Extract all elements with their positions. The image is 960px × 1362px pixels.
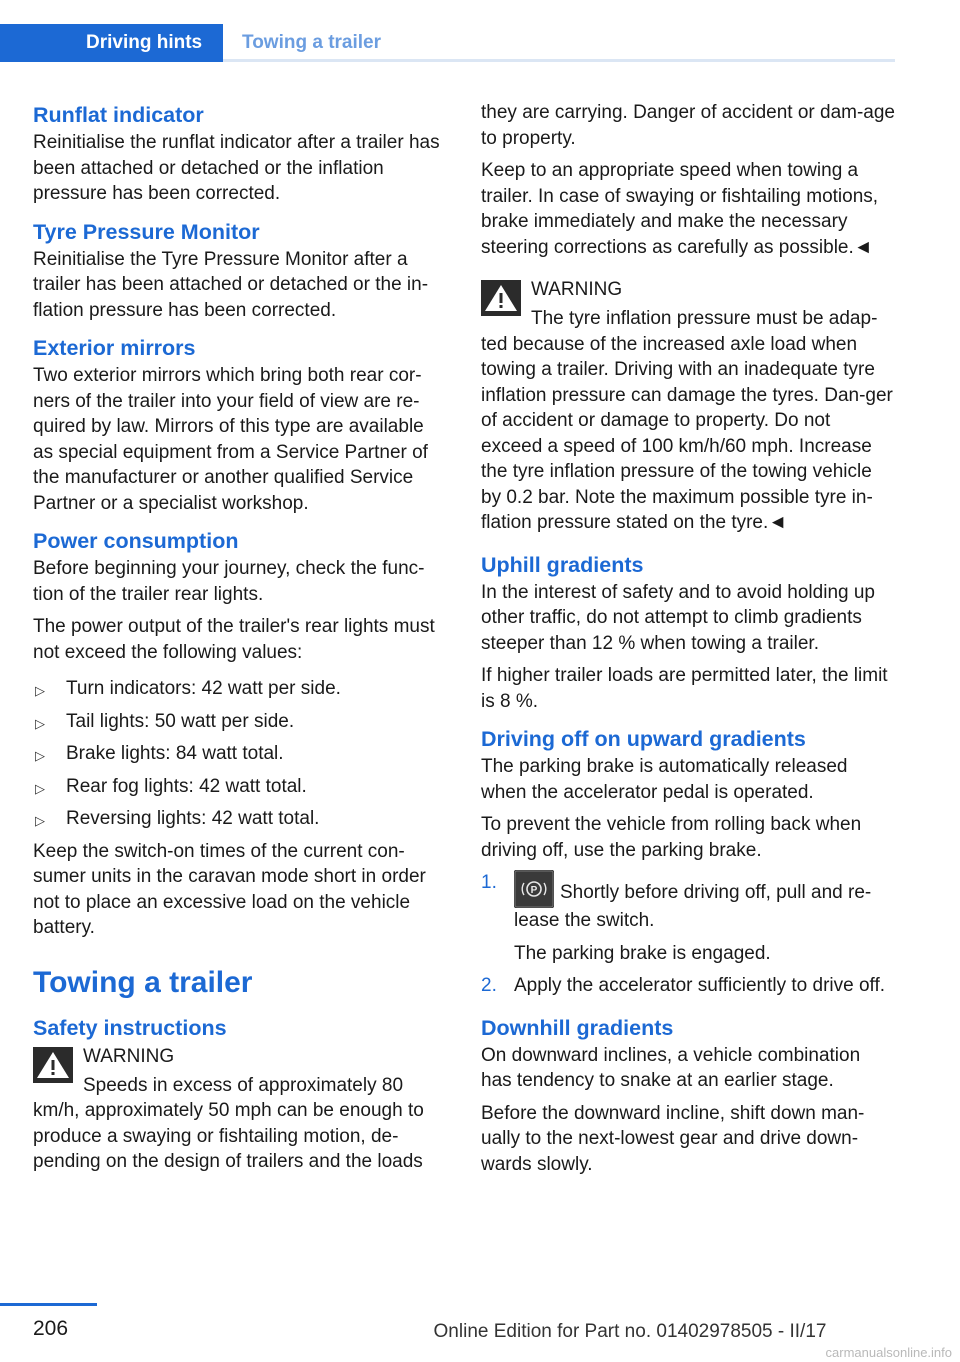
warning-triangle-icon [33,1047,73,1083]
downhill-heading: Downhill gradients [481,1015,674,1040]
tpm-heading: Tyre Pressure Monitor [33,219,260,244]
edition-text: Online Edition for Part no. 01402978505 - II/17 [433,1321,827,1342]
list-item [33,802,448,835]
list-item [33,672,448,705]
downhill-gear-text: Before the downward incline, shift down man‐ually to the next-lowest gear and drive down‐wards slowly. [481,1102,865,1175]
power-battery-text: Keep the switch-on times of the current con‐sumer units in the caravan mode short in order not to place an excessive load on the vehicle battery. [33,840,426,938]
power-heading: Power consumption [33,529,239,553]
towing-title: Towing a trailer [33,965,253,999]
list-item-text: Brake lights: 84 watt total. [66,743,284,764]
footer-rule [0,1303,97,1306]
left-column [33,100,448,1182]
power-limit-text: The power output of the trailer's rear lights must not exceed the following values: [33,616,435,663]
warning-label: WARNING [83,1045,175,1067]
mirrors-text: Two exterior mirrors which bring both rear cor‐ners of the trailer into your field of view are re‐quired by law. Mirrors of this type are available as special equipment from a Service Partner of the manufacturer or another qualified Service Partner or a specialist workshop. [33,365,428,514]
page-number: 206 [33,1317,69,1340]
mirrors-heading: Exterior mirrors [33,336,196,360]
speed-advice-text: Keep to an appropriate speed when towing a trailer. In case of swaying or fishtailing motions, brake immediately and make the necessary steering corrections as carefully as possible.◄ [481,160,879,258]
list-item [33,770,448,803]
triangle-bullet-icon: ▷ [35,813,45,828]
step-text: Shortly before driving off, pull and re‐lease the switch. [514,882,872,931]
runflat-heading: Runflat indicator [33,103,204,127]
warning-label: WARNING [531,279,623,300]
driving-off-parking-text: To prevent the vehicle from rolling back when driving off, use the parking brake. [481,814,862,861]
list-item-text: Rear fog lights: 42 watt total. [66,775,307,797]
tyre-warning-block [481,276,896,536]
triangle-bullet-icon: ▷ [35,748,45,763]
runflat-text: Reinitialise the runflat indicator after a trailer has been attached or detached or the inflation pressure has been corrected. [33,132,440,204]
triangle-bullet-icon: ▷ [35,683,45,698]
parking-brake-switch-icon [514,870,554,908]
continued-text: they are carrying. Danger of accident or dam‐age to property. [481,102,895,149]
watermark: carmanualsonline.info [825,1345,952,1360]
step-number: 1. [481,872,497,893]
list-item-text: Turn indicators: 42 watt per side. [66,678,341,699]
mirrors-section [33,333,448,516]
towing-section [33,963,448,1175]
svg-text:P: P [530,885,538,896]
uphill-text: In the interest of safety and to avoid holding up other traffic, do not attempt to climb gradients steeper than 12 % when towing a trailer. [481,581,875,654]
tab-towing-a-trailer[interactable]: Towing a trailer [242,32,382,53]
warning-text: The tyre inflation pressure must be adap‐ted because of the increased axle load when towing a trailer. Driving with an inadequate tyre inflation pressure can damage the tyres. Dan‐ger of accident or damage to property. Do not exceed a speed of 100 km/h/60 mph. Increase the tyre inflation pressure of the towing vehicle by 0.2 bar. Note the maximum possible tyre in‐flation pressure stated on the tyre.◄ [481,308,893,533]
warning-text: Speeds in excess of approximately 80 km/h, approximately 50 mph can be enough to produce a swaying or fishtailing motion, de‐pending on the design of trailers and the loads [33,1074,424,1172]
driving-off-steps [481,870,896,999]
step-text: Apply the accelerator sufficiently to drive off. [514,975,886,996]
warning-block [33,1043,448,1175]
right-column [481,100,896,1187]
list-item [481,973,896,999]
driving-off-text: The parking brake is automatically released when the accelerator pedal is operated. [481,756,848,803]
triangle-bullet-icon: ▷ [35,780,45,796]
list-item [33,705,448,738]
power-intro: Before beginning your journey, check the func‐tion of the trailer rear lights. [33,558,425,605]
tpm-text: Reinitialise the Tyre Pressure Monitor after a trailer has been attached or detached or the in‐flation pressure has been corrected. [33,248,429,321]
uphill-limit-text: If higher trailer loads are permitted later, the limit is 8 %. [481,665,888,712]
list-item-text: Tail lights: 50 watt per side. [66,710,295,732]
driving-off-heading: Driving off on upward gradients [481,727,806,751]
list-item [33,737,448,770]
power-list [33,672,448,835]
uphill-heading: Uphill gradients [481,552,644,577]
step-number: 2. [481,975,497,996]
driving-off-section [481,724,896,999]
uphill-section [481,550,896,715]
downhill-section [481,1013,896,1178]
power-section [33,526,448,941]
list-item-text: Reversing lights: 42 watt total. [66,808,320,829]
step-sub-text: The parking brake is engaged. [514,942,771,964]
tab-driving-hints[interactable]: Driving hints [0,24,223,62]
tpm-section [33,217,448,324]
safety-heading: Safety instructions [33,1015,227,1040]
runflat-section [33,100,448,207]
warning-triangle-icon [481,280,521,316]
triangle-bullet-icon: ▷ [35,715,45,731]
downhill-text: On downward inclines, a vehicle combination has tendency to snake at an earlier stage. [481,1044,861,1091]
header-tabs [0,24,895,62]
list-item [481,870,896,966]
